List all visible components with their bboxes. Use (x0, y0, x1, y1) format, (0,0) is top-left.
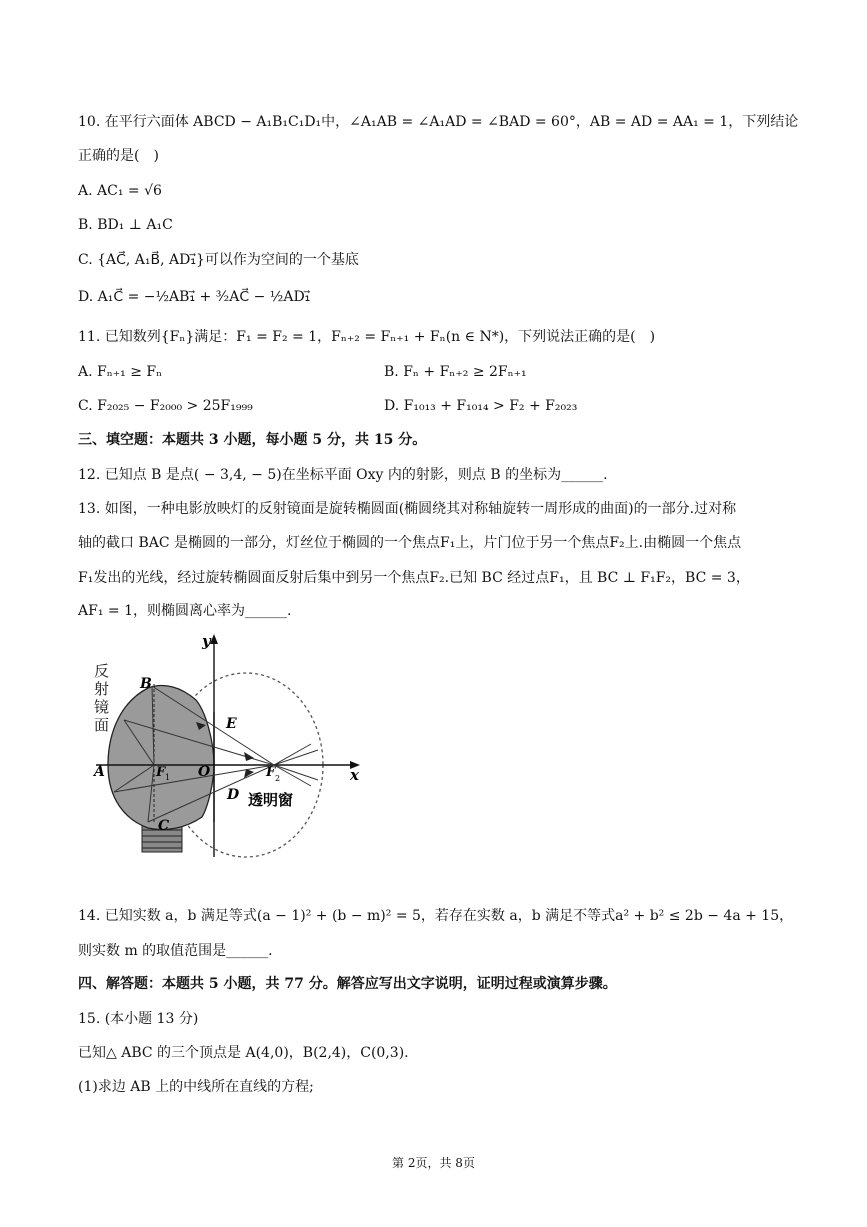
section-3-heading: 三、填空题：本题共 3 小题，每小题 5 分，共 15 分。 (78, 432, 427, 448)
q15-header: 15. (本小题 13 分) (78, 1011, 199, 1027)
q11-option-a: A. Fₙ₊₁ ≥ Fₙ (78, 364, 163, 380)
q10-option-a: A. AC₁ = √6 (78, 183, 162, 199)
q11-option-d: D. F₁₀₁₃ + F₁₀₁₄ > F₂ + F₂₀₂₃ (384, 398, 578, 414)
q11-option-c: C. F₂₀₂₅ − F₂₀₀₀ > 25F₁₉₉₉ (78, 398, 253, 414)
q10-option-b: B. BD₁ ⊥ A₁C (78, 217, 173, 233)
point-f1-subscript: 1 (165, 773, 171, 782)
mirror-label-1: 反 (94, 662, 110, 680)
q13-line3: F₁发出的光线，经过旋转椭圆面反射后集中到另一个焦点F₂.已知 BC 经过点F₁，且 BC ⊥ F₁F₂，BC = 3， (78, 570, 750, 586)
point-a-label: A (94, 764, 105, 780)
q15-line1: 已知△ ABC 的三个顶点是 A(4,0)，B(2,4)，C(0,3). (78, 1045, 409, 1061)
q10-option-d: D. A₁C⃗ = −½AB₁⃗ + ³⁄₂AC⃗ − ½AD₁⃗ (78, 289, 311, 305)
point-f2-label: F (266, 765, 276, 780)
page-footer: 第 2页，共 8页 (392, 1156, 475, 1170)
q10-line2: 正确的是( ) (78, 148, 159, 164)
q11-option-b: B. Fₙ + Fₙ₊₂ ≥ 2Fₙ₊₁ (384, 364, 527, 380)
mirror-label-2: 射 (94, 680, 110, 698)
q11-line1: 11. 已知数列{Fₙ}满足：F₁ = F₂ = 1，Fₙ₊₂ = Fₙ₊₁ + Fₙ(n ∈ N*)，下列说法正确的是( ) (78, 329, 656, 345)
q14-line2: 则实数 m 的取值范围是______. (78, 943, 273, 959)
point-b-label: B (140, 676, 152, 692)
q10-line1: 10. 在平行六面体 ABCD − A₁B₁C₁D₁中，∠A₁AB = ∠A₁AD = ∠BAD = 60°，AB = AD = AA₁ = 1，下列结论 (78, 114, 799, 130)
point-f1-label: F (156, 765, 166, 780)
q13-line2: 轴的截口 BAC 是椭圆的一部分，灯丝位于椭圆的一个焦点F₁上，片门位于另一个焦点F₂上.由椭圆一个焦点 (78, 535, 742, 551)
point-f2-subscript: 2 (275, 774, 281, 783)
point-o-label: O (198, 764, 211, 780)
section-4-heading: 四、解答题：本题共 5 小题，共 77 分。解答应写出文字说明，证明过程或演算步骤。 (78, 976, 617, 992)
window-label: 透明窗 (248, 791, 294, 809)
x-axis-label: x (350, 766, 359, 784)
projector-lamp-figure (86, 632, 376, 860)
y-axis-label: y (202, 632, 211, 650)
q13-line4: AF₁ = 1，则椭圆离心率为______. (78, 603, 292, 619)
point-c-label: C (158, 818, 170, 834)
point-e-label: E (226, 716, 237, 732)
q15-line2: (1)求边 AB 上的中线所在直线的方程; (78, 1079, 314, 1095)
q12-text: 12. 已知点 B 是点( − 3,4, − 5)在坐标平面 Oxy 内的射影，则点 B 的坐标为______. (78, 467, 608, 483)
reflector-mirror (108, 685, 214, 829)
q13-line1: 13. 如图，一种电影放映灯的反射镜面是旋转椭圆面(椭圆绕其对称轴旋转一周形成的曲面)的一部分.过对称 (78, 501, 737, 517)
point-d-label: D (227, 787, 240, 803)
mirror-label-4: 面 (94, 716, 110, 734)
q10-option-c: C. {AC⃗, A₁B⃗, AD₁⃗}可以作为空间的一个基底 (78, 252, 359, 268)
q14-line1: 14. 已知实数 a，b 满足等式(a − 1)² + (b − m)² = 5，若存在实数 a，b 满足不等式a² + b² ≤ 2b − 4a + 15， (78, 908, 794, 924)
mirror-label-3: 镜 (94, 698, 110, 716)
